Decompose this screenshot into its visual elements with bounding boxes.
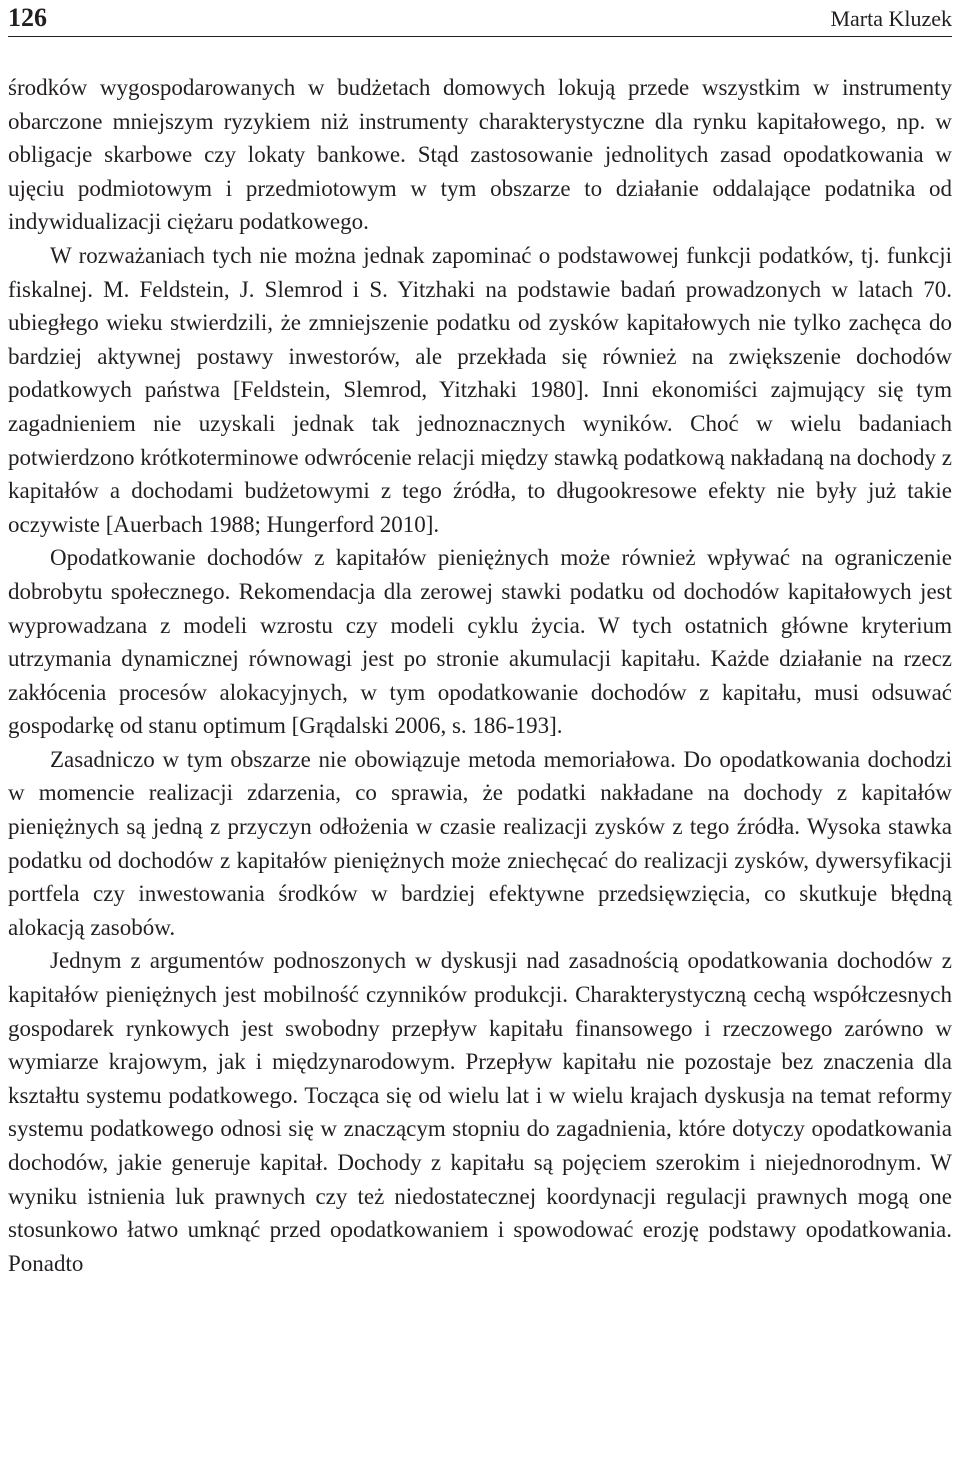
paragraph-continued: środków wygospodarowanych w budżetach domowych lokują przede wszystkim w instrumenty obarczone mniejszym ryzykiem niż instrumenty charakterystyczne dla rynku kapitałowego, np. w obligacje skarbowe czy lokaty bankowe. Stąd zastosowanie jednolitych zasad opodatkowania w ujęciu podmiotowym i przedmiotowym w tym obszarze to działanie oddalające podatnika od indywidualizacji ciężaru podatkowego. [8,75,952,235]
paragraph-capital-mobility: Jednym z argumentów podnoszonych w dyskusji nad zasadnością opodatkowania dochodów z kapitałów pieniężnych jest mobilność czynników produkcji. Charakterystyczną cechą współczesnych gospodarek rynkowych jest swobodny przepływ kapitału finansowego i rzeczowego zarówno w wymiarze krajowym, jak i międzynarodowym. Przepływ kapitału nie pozostaje bez znaczenia dla kształtu systemu podatkowego. Tocząca się od wielu lat i w wielu krajach dyskusja na temat reformy systemu podatkowego odnosi się w znaczącym stopniu do zagadnienia, które dotyczy opodatkowania dochodów, jakie generuje kapitał. Dochody z kapitału są pojęciem szerokim i niejednorodnym. W wyniku istnienia luk prawnych czy też niedostatecznej koordynacji regulacji prawnych mogą one stosunkowo łatwo umknąć przed opodatkowaniem i spowodować erozję podstawy opodatkowania. Ponadto [8,948,952,1276]
running-header [8,0,952,37]
running-header-author: Marta Kluzek [830,6,952,31]
page-number: 126 [8,3,47,32]
paragraph-social-welfare: Opodatkowanie dochodów z kapitałów pieniężnych może również wpływać na ograniczenie dobrobytu społecznego. Rekomendacja dla zerowej stawki podatku od dochodów kapitałowych jest wyprowadzana z modeli wzrostu czy modeli cyklu życia. W tych ostatnich główne kryterium utrzymania dynamicznej równowagi jest po stronie akumulacji kapitału. Każde działanie na rzecz zakłócenia procesów alokacyjnych, w tym opodatkowanie dochodów z kapitału, musi odsuwać gospodarkę od stanu optimum [Grądalski 2006, s. 186-193]. [8,545,952,739]
paragraph-accrual-method: Zasadniczo w tym obszarze nie obowiązuje metoda memoriałowa. Do opodatkowania dochodzi w momencie realizacji zdarzenia, co sprawia, że podatki nakładane na dochody z kapitałów pieniężnych są jedną z przyczyn odłożenia w czasie realizacji zysków z tego źródła. Wysoka stawka podatku od dochodów z kapitałów pieniężnych może zniechęcać do realizacji zysków, dywersyfikacji portfela czy inwestowania środków w bardziej efektywne przedsięwzięcia, co skutkuje błędną alokacją zasobów. [8,746,952,940]
body-text [8,71,952,1280]
book-page [8,0,952,1280]
paragraph-fiscal-function: W rozważaniach tych nie można jednak zapominać o podstawowej funkcji podatków, tj. funkcji fiskalnej. M. Feldstein, J. Slemrod i S. Yitzhaki na podstawie badań prowadzonych w latach 70. ubiegłego wieku stwierdzili, że zmniejszenie podatku od zysków kapitałowych nie tylko zachęca do bardziej aktywnej postawy inwestorów, ale przekłada się również na zwiększenie dochodów podatkowych państwa [Feldstein, Slemrod, Yitzhaki 1980]. Inni ekonomiści zajmujący się tym zagadnieniem nie uzyskali jednak tak jednoznacznych wyników. Choć w wielu badaniach potwierdzono krótkoterminowe odwrócenie relacji między stawką podatkową nakładaną na dochody z kapitałów a dochodami budżetowymi z tego źródła, to długookresowe efekty nie były już takie oczywiste [Auerbach 1988; Hungerford 2010]. [8,242,952,537]
